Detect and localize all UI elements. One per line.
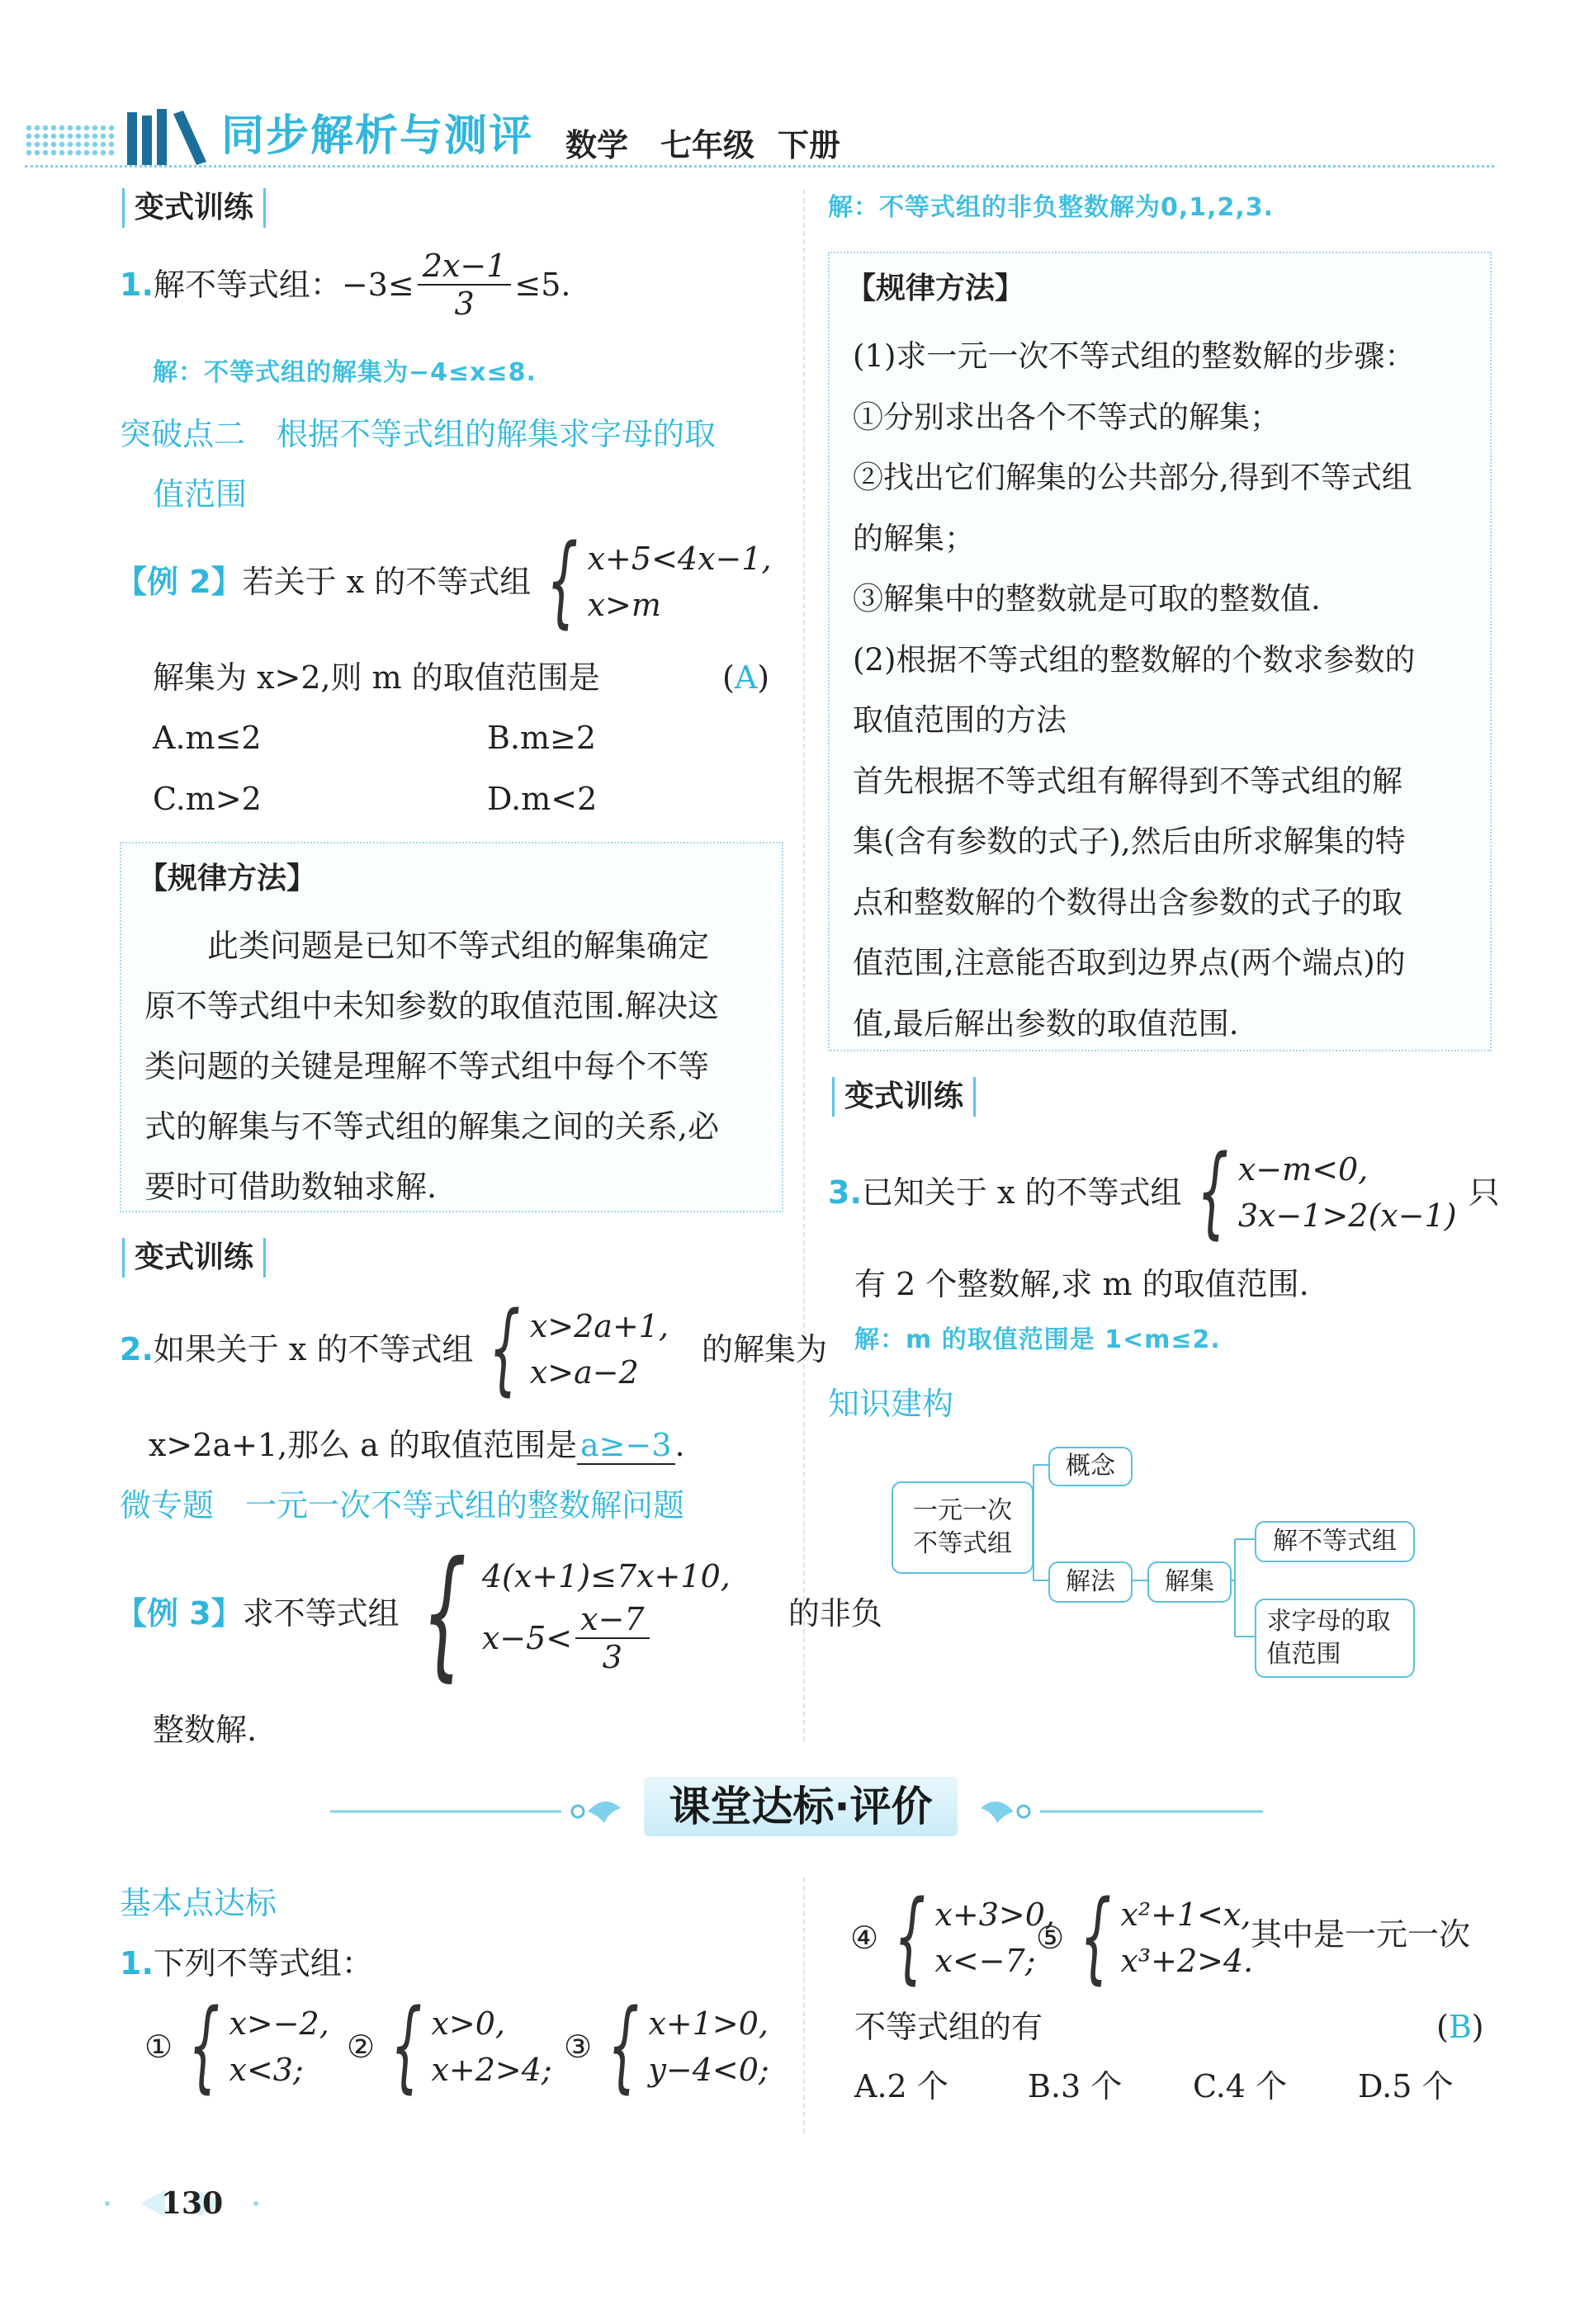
q3-text: 已知关于 x 的不等式组	[861, 1174, 1182, 1211]
ex2-system: { x+5<4x−1, x>m	[546, 524, 772, 639]
system-5-line1: x²+1<x,	[1120, 1897, 1251, 1933]
tag-variant-training-3: 变式训练	[832, 1077, 976, 1117]
method-right-line: 点和整数解的个数得出含参数的式子的取	[853, 884, 1402, 920]
method-right-line: 首先根据不等式组有解得到不等式组的解	[853, 763, 1402, 799]
q3-line2: 3x−1>2(x−1)	[1237, 1197, 1457, 1234]
ex2-option-a: A.m≤2	[153, 720, 262, 756]
q2-text2: x>2a+1,那么 a 的取值范围是	[149, 1427, 578, 1463]
system-5-num: ⑤	[1036, 1920, 1065, 1956]
ex3-frac-num: x−7	[575, 1601, 649, 1639]
map-node-solve: 解不等式组	[1255, 1521, 1415, 1562]
ex2-option-b: B.m≥2	[487, 720, 597, 756]
bottom-column-divider	[803, 1878, 805, 2133]
banner-ornament-right-icon	[958, 1787, 1271, 1836]
grade-label: 七年级	[660, 127, 755, 163]
ex3-frac-den: 3	[602, 1639, 622, 1675]
ex2-answer: A	[734, 659, 758, 696]
system-2-line2: x+2>4;	[431, 2052, 552, 2088]
break2-title: 突破点二 根据不等式组的解集求字母的取	[120, 416, 717, 452]
map-node-solution: 解集	[1147, 1561, 1232, 1603]
system-1-line2: x<3;	[229, 2052, 304, 2088]
method-left-line: 式的解集与不等式组的解集之间的关系,必	[144, 1108, 720, 1145]
q3-system: { x−m<0, 3x−1>2(x−1)	[1197, 1135, 1457, 1249]
map-node-range: 求字母的取值范围	[1255, 1599, 1415, 1678]
system-1: ① { x>−2, x<3;	[144, 1989, 329, 2104]
ex2-option-c: C.m>2	[153, 781, 262, 817]
bottom-option-a: A.2 个	[854, 2068, 948, 2104]
method-right-line: 集(含有参数的式子),然后由所求解集的特	[853, 824, 1406, 859]
system-3-line2: y−4<0;	[648, 2052, 769, 2088]
left-q1	[120, 248, 571, 322]
map-node-root: 一元一次不等式组	[892, 1481, 1033, 1574]
q1-frac-den: 3	[454, 286, 475, 322]
q3-answer: 解：m 的取值范围是 1<m≤2.	[854, 1325, 1221, 1354]
method-title-right: 【规律方法】	[846, 272, 1025, 305]
q2-line1: x>2a+1,	[529, 1308, 669, 1344]
system-3-line1: x+1>0,	[648, 2005, 769, 2042]
bottom-option-d: D.5 个	[1358, 2068, 1454, 2104]
knowledge-title: 知识建构	[828, 1386, 954, 1422]
q1-answer: 解：不等式组的解集为−4≤x≤8.	[153, 358, 537, 387]
map-node-method: 解法	[1048, 1561, 1133, 1603]
ex3-line2	[482, 1601, 731, 1675]
q1-text: 解不等式组：	[153, 267, 342, 303]
ex2-option-d: D.m<2	[487, 781, 598, 817]
q2-after: 的解集为	[702, 1331, 828, 1367]
right-q3	[828, 1135, 1500, 1249]
knowledge-map	[892, 1440, 1428, 1704]
q2-number: 2.	[120, 1331, 154, 1367]
q1-number: 1.	[120, 267, 154, 303]
q1-fraction	[418, 248, 512, 322]
q1-frac-num: 2x−1	[418, 248, 512, 286]
ex2-text2: 解集为 x>2,则 m 的取值范围是	[153, 659, 600, 696]
method-lines-left	[144, 916, 780, 1217]
banner-title: 课堂达标·评价	[669, 1783, 933, 1830]
column-divider	[803, 190, 805, 1741]
example-3	[116, 1532, 882, 1695]
ex2-label: 【例 2】	[116, 564, 243, 600]
tag-variant-training-1: 变式训练	[122, 188, 266, 228]
ex3-line1: 4(x+1)≤7x+10,	[481, 1558, 731, 1594]
example-2	[116, 524, 869, 639]
method-right-line: (1)求一元一次不等式组的整数解的步骤：	[853, 338, 1416, 374]
q2-line2: x>a−2	[529, 1354, 639, 1391]
page-number: 130	[161, 2186, 224, 2221]
system-2-num: ②	[347, 2029, 376, 2065]
method-box-left	[120, 842, 783, 1212]
q2-answer: a≥−3	[577, 1427, 675, 1465]
system-5-line2: x³+2>4.	[1120, 1943, 1254, 1979]
basic-title: 基本点达标	[120, 1885, 277, 1921]
ex2-line2: x>m	[587, 587, 661, 623]
bottom-q-text2: 不等式组的有	[854, 2009, 1043, 2045]
q2-text: 如果关于 x 的不等式组	[153, 1331, 474, 1367]
method-right-line: ①分别求出各个不等式的解集；	[853, 399, 1280, 435]
system-4-num: ④	[850, 1920, 879, 1956]
ex3-fraction	[575, 1601, 649, 1675]
q2-system: { x>2a+1, x>a−2	[489, 1292, 669, 1406]
method-right-line: 的解集；	[853, 520, 975, 556]
header-rule	[25, 165, 1494, 168]
banner-ornament-left-icon	[330, 1787, 644, 1836]
ex3-label: 【例 3】	[116, 1595, 243, 1632]
method-right-line: (2)根据不等式组的整数解的个数求参数的	[853, 641, 1416, 678]
books-logo-icon	[124, 107, 215, 167]
ex2-answer-paren: (A)	[722, 659, 770, 696]
footer	[91, 2179, 272, 2228]
series-title: 同步解析与测评	[221, 111, 534, 161]
bottom-option-c: C.4 个	[1193, 2068, 1288, 2104]
q3-number: 3.	[828, 1174, 862, 1211]
header-dots-decoration	[25, 124, 116, 157]
ex2-line1: x+5<4x−1,	[587, 541, 772, 577]
system-4-line1: x+3>0,	[934, 1897, 1055, 1933]
method-right-line: 值,最后解出参数的取值范围.	[853, 1005, 1239, 1042]
ex3-text2: 整数解.	[153, 1712, 258, 1748]
header	[25, 99, 1494, 173]
ex3-after: 的非负	[788, 1595, 882, 1632]
section-banner	[330, 1770, 1263, 1853]
term-label: 下册	[778, 127, 841, 163]
ex3-line2-pre: x−5<	[481, 1620, 573, 1656]
system-3-num: ③	[564, 2029, 593, 2065]
method-left-line: 此类问题是已知不等式组的解集确定	[144, 928, 710, 964]
tag-variant-training-2: 变式训练	[122, 1238, 266, 1278]
method-right-line: ②找出它们解集的公共部分,得到不等式组	[853, 460, 1412, 495]
bottom-q-answer: B	[1448, 2009, 1472, 2045]
system-5: ⑤ { x²+1<x, x³+2>4.	[1036, 1880, 1254, 1995]
q1-right: ≤5.	[514, 267, 571, 303]
method-right-line: ③解集中的整数就是可取的整数值.	[853, 581, 1321, 616]
ex2-text: 若关于 x 的不等式组	[242, 564, 532, 600]
subject-label: 数学	[565, 127, 629, 163]
bottom-q1	[120, 1942, 373, 1985]
method-left-line: 要时可借助数轴求解.	[144, 1169, 438, 1205]
ex3-answer: 解：不等式组的非负整数解为0,1,2,3.	[828, 193, 1275, 222]
method-lines-right	[853, 326, 1488, 1054]
method-title-left: 【规律方法】	[138, 862, 317, 895]
q3-line1: x−m<0,	[1237, 1151, 1369, 1188]
system-2-line1: x>0,	[431, 2005, 505, 2042]
method-right-line: 值范围,注意能否取到边界点(两个端点)的	[853, 945, 1406, 980]
system-4: ④ { x+3>0, x<−7;	[850, 1880, 1055, 1995]
left-q2	[120, 1292, 828, 1406]
micro-topic-title: 微专题 一元一次不等式组的整数解问题	[120, 1487, 685, 1523]
method-right-line: 取值范围的方法	[853, 702, 1067, 738]
system-1-num: ①	[144, 2029, 173, 2065]
systems-after-text: 其中是一元一次	[1251, 1916, 1471, 1953]
system-2: ② { x>0, x+2>4;	[347, 1989, 552, 2104]
method-box-right	[828, 252, 1492, 1051]
map-node-concept: 概念	[1048, 1447, 1133, 1486]
ex3-text: 求不等式组	[242, 1595, 400, 1632]
break2-title-line2: 值范围	[153, 476, 248, 513]
system-1-line1: x>−2,	[229, 2005, 329, 2042]
bottom-q-answer-paren: (B)	[1436, 2009, 1484, 2045]
ex3-system: { 4(x+1)≤7x+10, x−5< $\frac{x-7}{3}$	[421, 1532, 731, 1695]
system-4-line2: x<−7;	[934, 1943, 1036, 1979]
method-left-line: 类问题的关键是理解不等式组中每个不等	[144, 1048, 710, 1084]
q2-text2-row	[149, 1424, 685, 1467]
bottom-q1-number: 1.	[120, 1945, 154, 1982]
q3-text2: 有 2 个整数解,求 m 的取值范围.	[854, 1266, 1309, 1302]
system-3: ③ { x+1>0, y−4<0;	[564, 1989, 769, 2104]
q2-end: .	[674, 1427, 685, 1463]
q3-after: 只	[1468, 1174, 1500, 1211]
q1-left: −3≤	[341, 267, 414, 303]
method-left-line: 原不等式组中未知参数的取值范围.解决这	[144, 988, 720, 1024]
bottom-option-b: B.3 个	[1028, 2068, 1123, 2104]
bottom-q1-text: 下列不等式组：	[153, 1945, 373, 1982]
